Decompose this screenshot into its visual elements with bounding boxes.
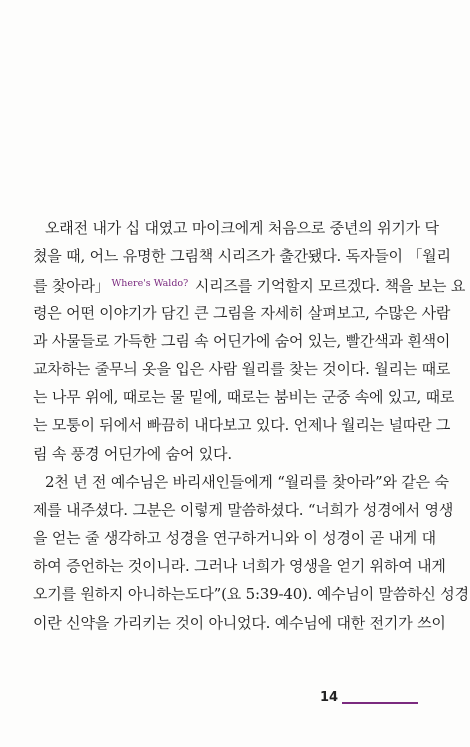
page-footer	[320, 691, 418, 705]
paragraph-line: 오기를 원하지 아니하는도다”(요 5:39-40). 예수님이 말씀하신 성경	[33, 585, 469, 604]
line-text-before-gloss: 를 찾아라」	[33, 277, 110, 296]
paragraph-line: 2천 년 전 예수님은 바리새인들에게 “월리를 찾아라”와 같은 숙	[45, 472, 449, 491]
paragraph-line: 이란 신약을 가리키는 것이 아니었다. 예수님에 대한 전기가 쓰이	[33, 613, 446, 632]
paragraph-line: 제를 내주셨다. 그분은 이렇게 말씀하셨다. “너희가 성경에서 영생	[33, 500, 454, 519]
english-title-gloss: Where's Waldo?	[111, 278, 189, 290]
body-text	[33, 214, 469, 637]
page-number: 14	[320, 690, 339, 705]
paragraph-line: 림 속 풍경 어딘가에 숨어 있다.	[33, 444, 232, 463]
line-text-after-gloss: 시리즈를 기억할지 모르겠다. 책을 보는 요	[190, 277, 466, 296]
paragraph-line: 하여 증언하는 것이니라. 그러나 너희가 영생을 얻기 위하여 내게	[33, 557, 446, 576]
paragraph-line-with-gloss	[33, 270, 466, 298]
paragraph-line: 오래전 내가 십 대였고 마이크에게 처음으로 중년의 위기가 닥	[45, 219, 439, 237]
paragraph-line: 는 모퉁이 뒤에서 빠끔히 내다보고 있다. 언제나 월리는 널따란 그	[33, 416, 451, 435]
paragraph-line: 을 얻는 줄 생각하고 성경을 연구하거니와 이 성경이 곧 내게 대	[33, 529, 436, 548]
paragraph-line: 과 사물들로 가득한 그림 속 어딘가에 숨어 있는, 빨간색과 흰색이	[33, 331, 451, 350]
paragraph-line: 는 나무 위에, 때로는 물 밑에, 때로는 붐비는 군중 속에 있고, 때로	[33, 388, 455, 407]
page-number-rule	[342, 702, 418, 704]
paragraph-line: 교차하는 줄무늬 옷을 입은 사람 월리를 찾는 것이다. 월리는 때로	[33, 359, 451, 378]
paragraph-line: 쳤을 때, 어느 유명한 그림책 시리즈가 출간됐다. 독자들이 「월리	[33, 247, 451, 266]
paragraph-line: 령은 어떤 이야기가 담긴 큰 그림을 자세히 살펴보고, 수많은 사람	[33, 303, 451, 322]
